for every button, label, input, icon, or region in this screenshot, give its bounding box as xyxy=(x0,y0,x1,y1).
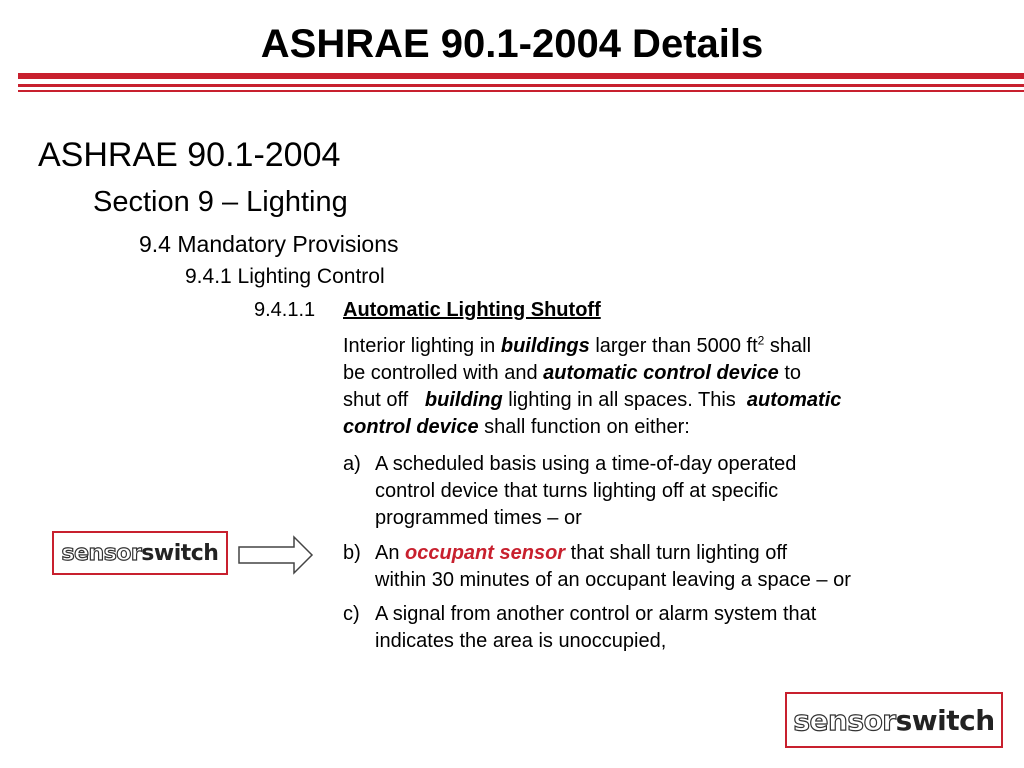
title-divider-medium xyxy=(18,84,1024,87)
paragraph-line-1: Interior lighting in buildings larger than 5000 $ft^2$ shall xyxy=(343,333,812,357)
list-item-c: c) A signal from another control or alarm system that indicates the area is unoccupied, xyxy=(343,603,817,652)
list-marker-a: a) xyxy=(343,453,361,475)
title-divider-thick xyxy=(18,73,1024,79)
requirement-paragraph xyxy=(343,333,841,441)
title-divider-thin xyxy=(18,90,1024,92)
sensorswitch-logo-small: sensor switch xyxy=(52,531,228,575)
list-item-a: a) A scheduled basis using a time-of-day operated control device that turns lighting off at specific programmed times – or xyxy=(343,453,797,529)
arrow-right-icon xyxy=(238,535,314,575)
list-marker-c: c) xyxy=(343,603,360,625)
section-number: 9.4.1.1 xyxy=(254,299,316,321)
paragraph-line-4: control device shall function on either: xyxy=(343,416,690,438)
occupant-sensor-term: occupant sensor xyxy=(405,542,566,564)
outline-level-3: 9.4 Mandatory Provisions xyxy=(139,231,399,257)
list-item-b: b) An occupant sensor that shall turn lighting off within 30 minutes of an occupant leaving a space – or xyxy=(343,542,851,591)
outline-level-4: 9.4.1 Lighting Control xyxy=(185,265,385,288)
paragraph-line-2: be controlled with and automatic control device to xyxy=(343,362,802,384)
slide-title: ASHRAE 90.1-2004 Details xyxy=(260,22,764,66)
list-marker-b: b) xyxy=(343,542,361,564)
outline-level-2: Section 9 – Lighting xyxy=(93,186,348,218)
outline-level-1: ASHRAE 90.1-2004 xyxy=(38,136,341,174)
section-heading: Automatic Lighting Shutoff xyxy=(343,299,601,321)
paragraph-line-3: shut off building lighting in all spaces. This automatic xyxy=(343,389,842,411)
sensorswitch-logo: sensor switch xyxy=(785,692,1003,748)
